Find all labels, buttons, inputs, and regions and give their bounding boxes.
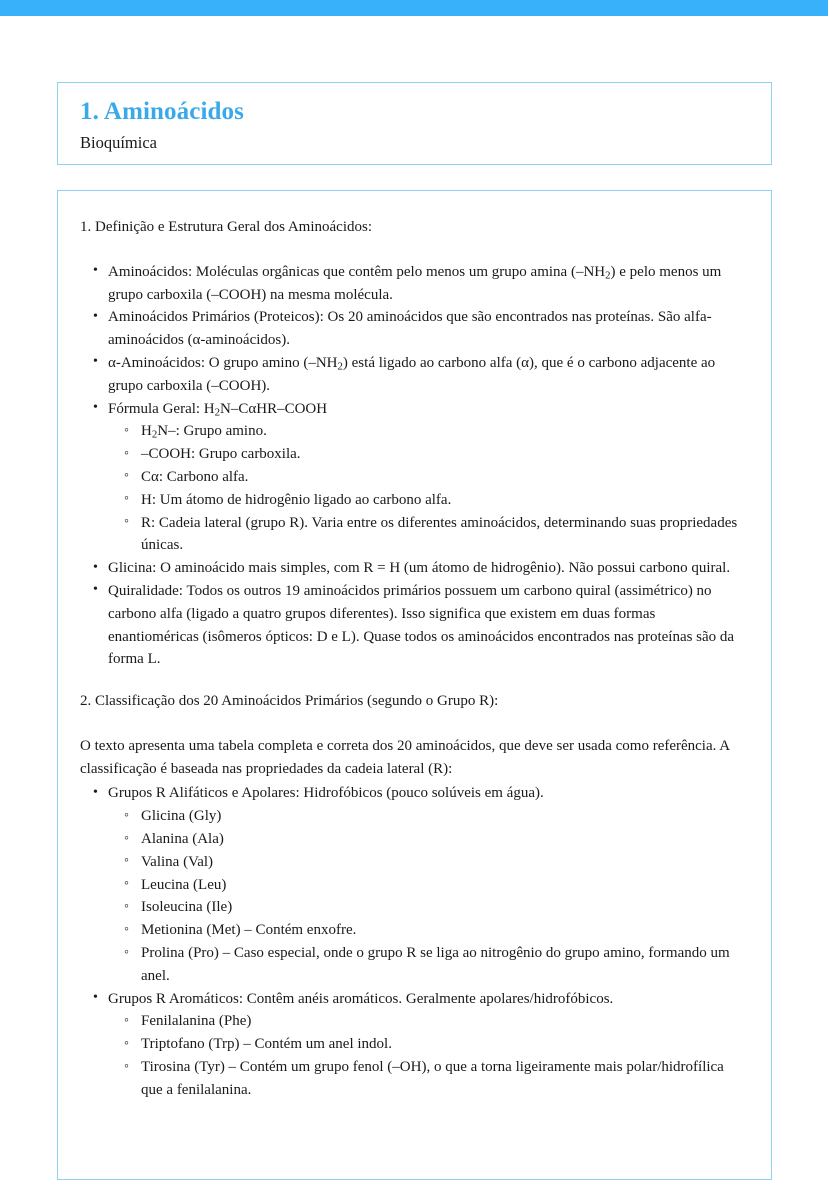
text-part: N–CαHR–COOH [220,400,328,417]
subbullet-text-prolina: Prolina (Pro) – Caso especial, onde o grupo R se liga ao nitrogênio do grupo amino, formando um anel. [141,945,730,984]
subbullet-text-fenilalanina: Fenilalanina (Phe) [141,1013,252,1030]
subbullet-text-isoleucina: Isoleucina (Ile) [141,899,233,916]
bullet-text-quiralidade: Quiralidade: Todos os outros 19 aminoácidos primários possuem um carbono quiral (assimétrico) no carbono alfa (ligado a quatro grupos diferentes). Isso significa que existem em duas formas enantioméricas (isômeros ópticos: D e L). Quase todos os aminoácidos encontrados nas proteínas são da forma L. [108,582,735,668]
top-accent-bar [0,0,828,16]
text-part: ) e pelo menos um grupo carboxila (–COOH) na mesma molécula. [108,263,722,303]
subbullet-text-grupo-carboxila: –COOH: Grupo carboxila. [141,446,301,463]
text-part: N–: Grupo amino. [157,423,267,440]
text-part: α-Aminoácidos: O grupo amino (–NH [108,354,338,371]
text-part: ) está ligado ao carbono alfa (α), que é o carbono adjacente ao grupo carboxila (–COOH). [108,354,716,394]
subbullet-text-valina: Valina (Val) [141,853,214,870]
list-item [108,1056,749,1102]
bullet-text-grupos-alifaticos: Grupos R Alifáticos e Apolares: Hidrofóbicos (pouco solúveis em água). [108,785,544,802]
subbullet-text-tirosina: Tirosina (Tyr) – Contém um grupo fenol (–OH), o que a torna ligeiramente mais polar/hidrofílica que a fenilalanina. [141,1059,724,1098]
section-2-heading: 2. Classificação dos 20 Aminoácidos Primários (segundo o Grupo R): [80,693,499,710]
list-item [80,988,749,1102]
list-item [108,896,749,919]
page-title: 1. Aminoácidos [80,98,244,125]
list-item [80,580,749,671]
list-item [108,489,749,512]
subbullet-text-alanina: Alanina (Ala) [141,831,224,848]
list-item [80,557,749,580]
text-part: Fórmula Geral: H [108,400,215,417]
list-item [108,805,749,828]
list-item [80,398,749,558]
subbullet-text-grupo-amino [141,423,267,439]
list-item [108,942,749,988]
list-item [108,1010,749,1033]
bullet-text-glicina: Glicina: O aminoácido mais simples, com R = H (um átomo de hidrogênio). Não possui carbono quiral. [108,560,731,577]
document-page [0,16,828,1171]
list-item [108,851,749,874]
subscript: 2 [605,269,611,282]
section-2-intro-paragraph: O texto apresenta uma tabela completa e correta dos 20 aminoácidos, que deve ser usada como referência. A classificação é baseada nas propriedades da cadeia lateral (R): [80,737,730,777]
list-item [80,352,749,398]
list-item [108,512,749,558]
subscript: 2 [337,360,343,373]
list-item [108,919,749,942]
list-item [108,1033,749,1056]
aliphatic-sub-list [108,805,749,987]
bullet-text-primarios: Aminoácidos Primários (Proteicos): Os 20 aminoácidos que são encontrados nas proteínas. São alfa-aminoácidos (α-aminoácidos). [108,309,712,349]
list-item [80,782,749,987]
text-part: H [141,423,152,440]
section-spacer [80,671,749,691]
subscript: 2 [151,428,158,441]
subscript: 2 [214,405,221,418]
title-card [57,82,772,165]
bullet-text-aminoacidos [108,264,721,303]
list-item [108,874,749,897]
section-1-heading: 1. Definição e Estrutura Geral dos Aminoácidos: [80,219,373,235]
bullet-text-formula-geral [108,401,327,417]
list-item [108,828,749,851]
bullet-text-grupos-aromaticos: Grupos R Aromáticos: Contêm anéis aromáticos. Geralmente apolares/hidrofóbicos. [108,990,614,1007]
definition-bullet-list [80,261,749,671]
list-item [108,466,749,489]
formula-sub-list [108,420,749,557]
subbullet-text-hidrogenio: H: Um átomo de hidrogênio ligado ao carbono alfa. [141,491,452,508]
page-subtitle: Bioquímica [80,132,157,152]
list-item [108,420,749,443]
list-item [80,261,749,307]
subbullet-text-carbono-alfa: Cα: Carbono alfa. [141,468,249,485]
subbullet-text-triptofano: Triptofano (Trp) – Contém um anel indol. [141,1036,392,1053]
subbullet-text-glicina: Glicina (Gly) [141,808,222,825]
content-card [57,190,772,1180]
subbullet-text-metionina: Metionina (Met) – Contém enxofre. [141,922,357,939]
list-item [108,443,749,466]
bullet-text-alfa-aminoacidos [108,355,715,394]
list-item [80,306,749,352]
aromatic-sub-list [108,1010,749,1101]
subbullet-text-cadeia-lateral: R: Cadeia lateral (grupo R). Varia entre os diferentes aminoácidos, determinando suas propriedades únicas. [141,514,738,554]
text-part: Aminoácidos: Moléculas orgânicas que contêm pelo menos um grupo amina (–NH [108,263,606,280]
classification-bullet-list [80,782,749,1101]
subbullet-text-leucina: Leucina (Leu) [141,876,227,893]
